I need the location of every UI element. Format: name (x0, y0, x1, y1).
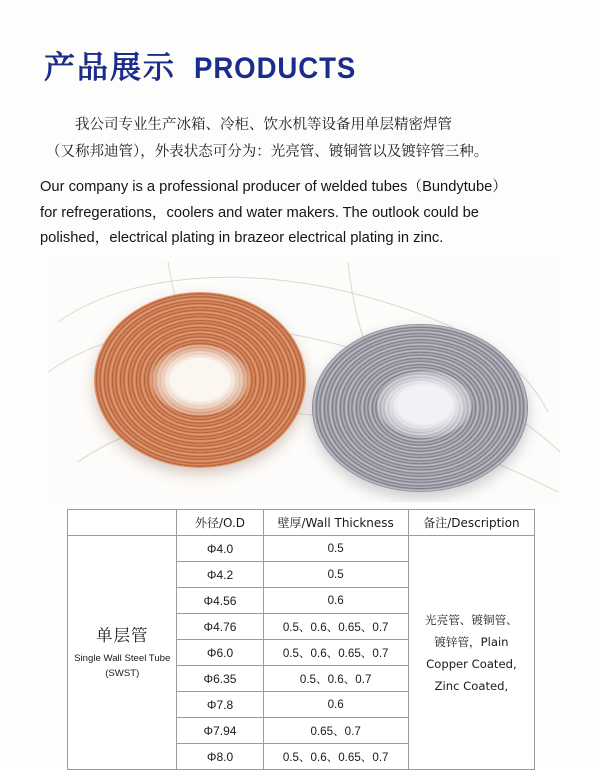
od-value: Φ7.94 (177, 718, 263, 744)
intro-paragraph-cn (46, 112, 556, 166)
wall-value: 0.6 (263, 692, 408, 718)
header-cell-description: 备注/Description (408, 510, 534, 536)
zinc-coil-image (312, 324, 528, 492)
description-line-2: 镀锌管，Plain (434, 634, 509, 649)
product-name-cn: 单层管 (95, 625, 149, 645)
wall-value: 0.6 (263, 588, 408, 614)
od-value: Φ4.0 (177, 536, 263, 562)
wall-value: 0.5 (263, 536, 408, 562)
product-photo (48, 262, 560, 502)
copper-coil-image (94, 292, 306, 468)
wall-value: 0.5、0.6、0.65、0.7 (263, 640, 408, 666)
od-value: Φ7.8 (177, 692, 263, 718)
wall-value: 0.65、0.7 (263, 718, 408, 744)
intro-cn-line-2: （又称邦迪管），外表状态可分为：光亮管、镀铜管以及镀锌管三种。 (46, 144, 489, 160)
wall-value: 0.5、0.6、0.65、0.7 (263, 614, 408, 640)
wall-value: 0.5、0.6、0.65、0.7 (263, 744, 408, 770)
od-value: Φ6.0 (177, 640, 263, 666)
wall-value: 0.5、0.6、0.7 (263, 666, 408, 692)
intro-paragraph-en (40, 175, 568, 252)
od-value: Φ4.76 (177, 614, 263, 640)
wall-value: 0.5 (263, 562, 408, 588)
description-line-1: 光亮管、镀铜管、 (425, 612, 518, 627)
table-row (68, 536, 535, 562)
intro-cn-line-1: 我公司专业生产冰箱、冷柜、饮水机等设备用单层精密焊管 (75, 117, 452, 133)
description-cell (408, 536, 534, 770)
description-line-3: Copper Coated, (426, 656, 517, 671)
specification-table (67, 509, 535, 770)
intro-en-line-3: polished，electrical plating in brazeor electrical plating in zinc. (40, 230, 444, 246)
product-name-cell (68, 536, 177, 770)
description-line-4: Zinc Coated, (434, 678, 509, 693)
intro-en-line-2: for refregerations，coolers and water makers. The outlook could be (40, 204, 479, 221)
intro-en-line-1: Our company is a professional producer of welded tubes（Bundytube） (40, 179, 507, 195)
page-title-en: PRODUCTS (194, 52, 357, 85)
header-cell-name (68, 510, 177, 536)
header-cell-wall: 壁厚/Wall Thickness (263, 510, 408, 536)
product-name-en-line-1: Single Wall Steel Tube (74, 653, 171, 665)
product-name-en-line-2: (SWST) (105, 667, 140, 679)
table-header-row (68, 510, 535, 536)
od-value: Φ4.2 (177, 562, 263, 588)
page-title-cn: 产品展示 (44, 50, 176, 86)
od-value: Φ4.56 (177, 588, 263, 614)
page-header (44, 42, 370, 87)
od-value: Φ6.35 (177, 666, 263, 692)
header-cell-od: 外径/O.D (177, 510, 263, 536)
od-value: Φ8.0 (177, 744, 263, 770)
